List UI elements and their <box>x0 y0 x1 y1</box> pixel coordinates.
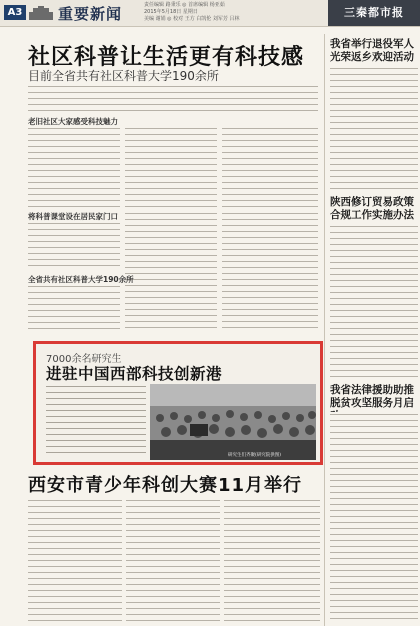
sidebar-text-block <box>330 412 418 622</box>
sidebar-story-title: 我省法律援助助推脱贫攻坚服务月启 <box>330 384 414 409</box>
photo-caption: 研究生们齐聚(研究院供图) <box>228 453 282 458</box>
feature-photo <box>150 384 316 460</box>
body-text-block <box>125 211 217 331</box>
subheading: 老旧社区大家感受科技魅力 <box>28 117 118 126</box>
header-meta <box>144 2 314 23</box>
sidebar-story-title: 我省举行退役军人光荣返乡欢迎活动 <box>330 38 414 63</box>
body-text-block <box>126 498 220 622</box>
feature-title: 进驻中国西部科技创新港 <box>46 365 223 383</box>
body-text-block <box>28 84 318 112</box>
main-subhead: 目前全省共有社区科普大学190余所 <box>28 69 219 83</box>
meta-line: 责任编辑 路秉乐 ◎ 首席编辑 杨亚茹 <box>144 2 225 8</box>
sidebar-text-block <box>330 66 418 192</box>
main-headline: 社区科普让生活更有科技感 <box>28 45 305 70</box>
body-text-block <box>222 126 318 208</box>
body-text-block <box>222 211 318 331</box>
column-divider <box>324 34 325 626</box>
body-text-block <box>224 498 320 622</box>
sidebar-text-block <box>330 224 418 378</box>
crowd-photo-image <box>150 384 316 460</box>
feature-kicker: 7000余名研究生 <box>46 354 122 365</box>
section-title: 重要新闻 <box>58 5 123 23</box>
sidebar-story-title: 陕西修订贸易政策合规工作实施办法 <box>330 196 414 221</box>
body-text-block <box>28 126 120 208</box>
building-icon <box>28 6 54 20</box>
feature-body-text <box>46 384 146 458</box>
subheading: 全省共有社区科普大学190余所 <box>28 275 134 284</box>
subheading: 将科普课堂设在居民家门口 <box>28 212 118 221</box>
body-text-block <box>125 126 217 208</box>
brand-logo: 三秦都市报 <box>328 0 420 26</box>
meta-line: 美编 谢娟 ◎ 校对 王方 白凯伦 刘军芳 吕林 <box>144 16 240 22</box>
page-number: A3 <box>4 5 26 20</box>
meta-line: 2015年5月18日 星期日 <box>144 9 198 15</box>
bottom-headline: 西安市青少年科创大赛11月举行 <box>28 475 303 496</box>
body-text-block <box>28 284 120 332</box>
body-text-block <box>28 498 122 622</box>
page-header <box>0 0 420 27</box>
body-text-block <box>28 221 120 271</box>
